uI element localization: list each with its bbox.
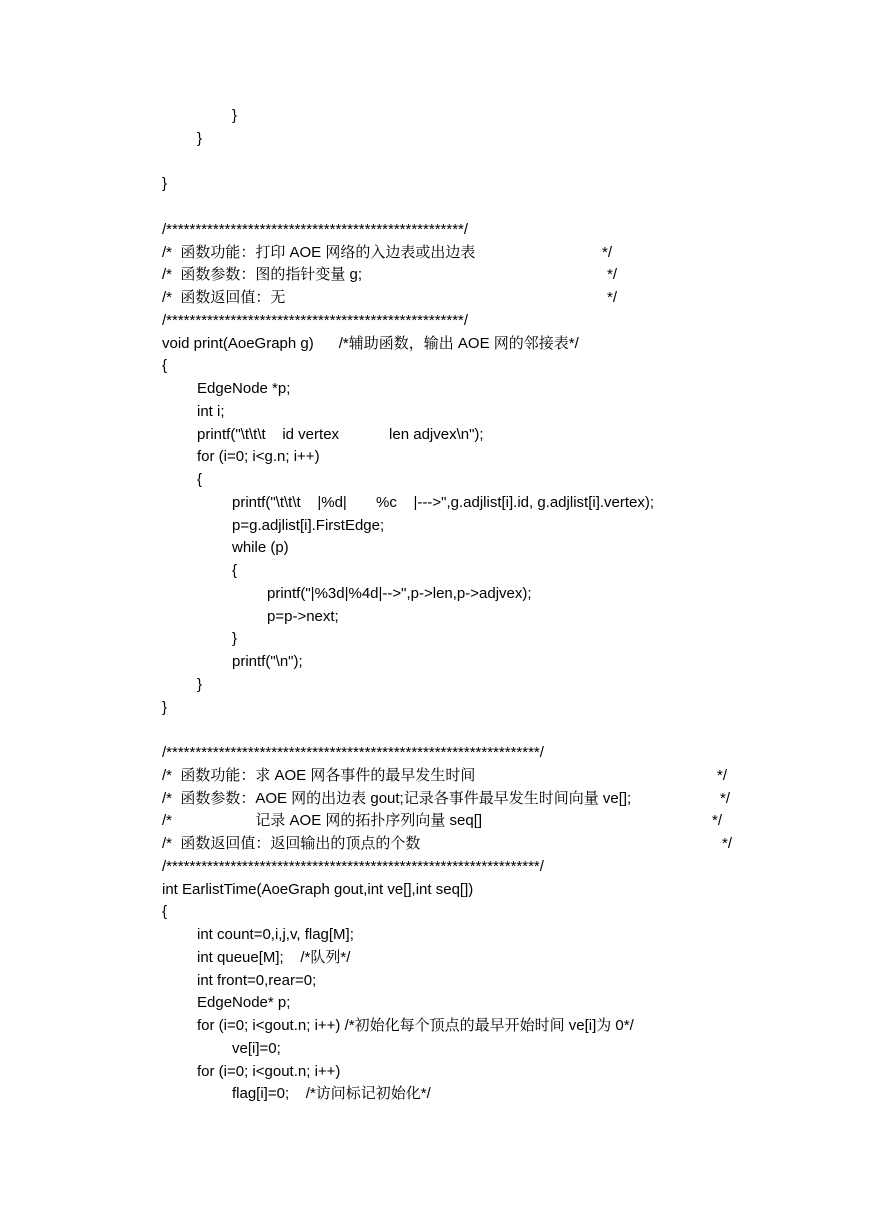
code-text: } <box>162 175 168 193</box>
code-text: int queue[M]; /*队列*/ <box>197 948 351 966</box>
code-line <box>162 879 842 902</box>
code-text: { <box>162 903 168 921</box>
code-text: int i; <box>197 402 225 420</box>
code-text: { <box>232 562 238 579</box>
code-line <box>162 105 842 128</box>
code-line <box>162 765 842 788</box>
code-text: printf("\t\t\t |%d| %c |--->",g.adjlist[i].id, g.adjlist[i].vertex); <box>232 493 655 511</box>
code-text: EdgeNode* p; <box>197 994 291 1012</box>
code-text: printf("|%3d|%4d|-->",p->len,p->adjvex); <box>267 584 532 602</box>
code-line <box>162 970 842 993</box>
code-text: /* 函数参数：AOE 网的出边表 gout;记录各事件最早发生时间向量 ve[]; <box>162 789 632 807</box>
code-line <box>162 469 842 492</box>
code-line <box>162 151 842 174</box>
code-line <box>162 697 842 720</box>
comment-close: */ <box>602 243 613 261</box>
code-listing <box>162 105 842 1106</box>
code-line <box>162 628 842 651</box>
code-line <box>162 355 842 378</box>
code-line <box>162 583 842 606</box>
code-line <box>162 333 842 356</box>
code-text: while (p) <box>232 539 289 557</box>
code-line <box>162 424 842 447</box>
code-line <box>162 833 842 856</box>
code-line <box>162 173 842 196</box>
code-text: /* 记录 AOE 网的拓扑序列向量 seq[] <box>162 812 483 830</box>
code-line <box>162 651 842 674</box>
code-line <box>162 196 842 219</box>
code-line <box>162 219 842 242</box>
code-text: int front=0,rear=0; <box>197 971 317 989</box>
code-line <box>162 560 842 583</box>
code-text: } <box>197 675 203 693</box>
comment-close: */ <box>722 835 733 852</box>
code-line <box>162 742 842 765</box>
code-text: /***************************************************/ <box>162 311 469 329</box>
code-text: void print(AoeGraph g) /*辅助函数，输出 AOE 网的邻接表*/ <box>162 334 579 352</box>
code-line <box>162 287 842 310</box>
code-line <box>162 901 842 924</box>
code-line <box>162 128 842 151</box>
code-text: EdgeNode *p; <box>197 380 291 397</box>
code-line <box>162 492 842 515</box>
code-text: { <box>162 357 168 375</box>
code-text: /***************************************************/ <box>162 220 469 238</box>
code-text: /* 函数功能：求 AOE 网各事件的最早发生时间 <box>162 766 476 784</box>
code-line <box>162 242 842 265</box>
comment-close: */ <box>607 266 618 284</box>
code-text: } <box>232 630 238 648</box>
code-line <box>162 810 842 833</box>
code-text: /****************************************************************/ <box>162 857 544 875</box>
code-text: { <box>197 471 203 488</box>
code-line <box>162 310 842 333</box>
code-line <box>162 856 842 879</box>
code-line <box>162 515 842 538</box>
comment-close: */ <box>720 789 731 807</box>
code-line <box>162 992 842 1015</box>
code-text: } <box>197 129 203 147</box>
code-line <box>162 719 842 742</box>
code-text: /****************************************************************/ <box>162 744 544 761</box>
comment-close: */ <box>607 289 618 306</box>
code-text: ve[i]=0; <box>232 1039 281 1057</box>
code-text: int EarlistTime(AoeGraph gout,int ve[],int seq[]) <box>162 880 474 898</box>
code-text: for (i=0; i<gout.n; i++) /*初始化每个顶点的最早开始时间 ve[i]为 0*/ <box>197 1017 634 1034</box>
code-text: flag[i]=0; /*访问标记初始化*/ <box>232 1085 431 1103</box>
code-text: p=p->next; <box>267 607 339 625</box>
code-text: for (i=0; i<g.n; i++) <box>197 448 320 466</box>
code-line <box>162 1083 842 1106</box>
code-line <box>162 401 842 424</box>
code-line <box>162 788 842 811</box>
code-text: for (i=0; i<gout.n; i++) <box>197 1062 341 1080</box>
code-line <box>162 674 842 697</box>
comment-close: */ <box>717 766 728 784</box>
code-line <box>162 1061 842 1084</box>
code-line <box>162 537 842 560</box>
code-line <box>162 1015 842 1038</box>
code-text: printf("\t\t\t id vertex len adjvex\n"); <box>197 425 484 443</box>
code-line <box>162 264 842 287</box>
code-text: } <box>162 698 168 716</box>
code-text: /* 函数返回值：返回输出的顶点的个数 <box>162 835 421 852</box>
code-line <box>162 606 842 629</box>
code-text: /* 函数参数：图的指针变量 g; <box>162 266 363 284</box>
code-line <box>162 947 842 970</box>
code-line <box>162 924 842 947</box>
code-text: } <box>232 107 238 124</box>
code-text: /* 函数功能：打印 AOE 网络的入边表或出边表 <box>162 243 476 261</box>
code-text: int count=0,i,j,v, flag[M]; <box>197 926 354 943</box>
code-text: /* 函数返回值：无 <box>162 289 286 306</box>
code-text: p=g.adjlist[i].FirstEdge; <box>232 516 385 534</box>
code-line <box>162 446 842 469</box>
code-line <box>162 378 842 401</box>
code-line <box>162 1038 842 1061</box>
code-text: printf("\n"); <box>232 653 303 670</box>
comment-close: */ <box>712 812 723 830</box>
